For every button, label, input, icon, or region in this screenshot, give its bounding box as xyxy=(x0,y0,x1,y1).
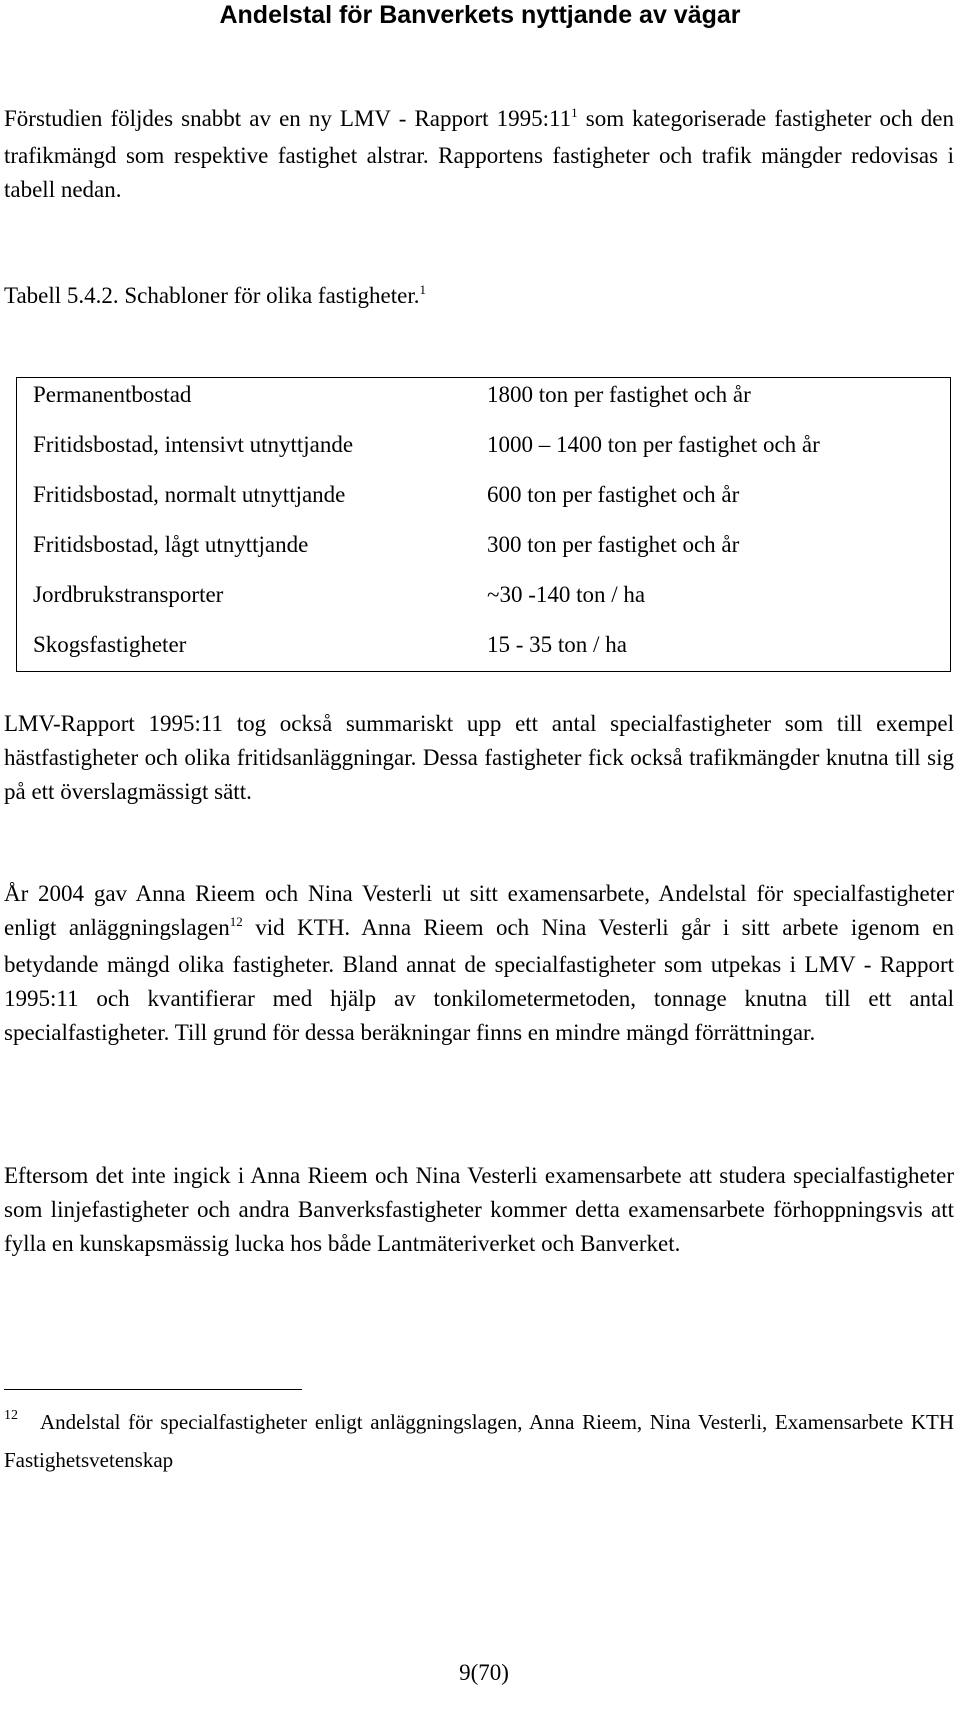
paragraph-eftersom xyxy=(4,1159,954,1261)
table-caption-text: Tabell 5.4.2. Schabloner för olika fastigheter. xyxy=(4,283,420,308)
intro-paragraph xyxy=(4,102,954,207)
value-cell: 600 ton per fastighet och år xyxy=(487,482,740,507)
table-row xyxy=(17,628,950,662)
category-cell: Permanentbostad xyxy=(33,382,192,407)
table-caption xyxy=(4,279,426,316)
value-cell: 1800 ton per fastighet och år xyxy=(487,382,751,407)
value-cell: 15 - 35 ton / ha xyxy=(487,632,627,657)
footnote-text: Andelstal för specialfastigheter enligt anläggningslagen, Anna Rieem, Nina Vesterli, Examensarbete KTH Fastighetsvetenskap xyxy=(4,1410,954,1472)
footnote-ref-1: 1 xyxy=(571,105,578,120)
page-number-text: 9(70) xyxy=(459,1660,509,1685)
intro-text-end: som kategoriserade fastigheter och den trafikmängd som respektive fastighet alstrar. Rapportens fastigheter och trafik mängder redovisas i tabell nedan. xyxy=(4,106,954,202)
table-row xyxy=(17,478,950,512)
value-cell: 1000 – 1400 ton per fastighet och år xyxy=(487,432,820,457)
paragraph-examensarbete xyxy=(4,877,954,1050)
category-cell: Fritidsbostad, intensivt utnyttjande xyxy=(33,432,354,457)
footnote xyxy=(4,1405,954,1477)
category-cell: Jordbrukstransporter xyxy=(33,582,224,607)
paragraph-text: Eftersom det inte ingick i Anna Rieem och Nina Vesterli examensarbete att studera specialfastigheter som linjefastigheter och andra Banverksfastigheter kommer detta examensarbete förhoppningsvis att fylla en kunskapsmässig lucka hos både Lantmäteriverket och Banverket. xyxy=(4,1163,954,1256)
page-header xyxy=(0,0,960,30)
footnote-divider xyxy=(4,1389,302,1390)
header-title: Andelstal för Banverkets nyttjande av vägar xyxy=(219,1,741,29)
value-cell: 300 ton per fastighet och år xyxy=(487,532,740,557)
schablon-table xyxy=(16,377,951,672)
table-row xyxy=(17,378,950,412)
page-number xyxy=(0,1656,960,1690)
category-cell: Skogsfastigheter xyxy=(33,632,187,657)
footnote-number: 12 xyxy=(4,1408,18,1423)
table-row xyxy=(17,428,950,462)
paragraph-text: LMV-Rapport 1995:11 tog också summariskt upp ett antal specialfastigheter som till exempel hästfastigheter och olika fritidsanläggningar. Dessa fastigheter fick också trafikmängder knutna till sig på ett överslagmässigt sätt. xyxy=(4,711,954,804)
category-cell: Fritidsbostad, normalt utnyttjande xyxy=(33,482,346,507)
paragraph-text-end: vid KTH. Anna Rieem och Nina Vesterli går i sitt arbete igenom en betydande mängd olika fastigheter. Bland annat de specialfastigheter som utpekas i LMV - Rapport 1995:11 och kvantifierar med hjälp av tonkilometermetoden, tonnage knutna till ett antal specialfastigheter. Till grund för dessa beräkningar finns en mindre mängd förrättningar. xyxy=(4,915,954,1045)
paragraph-text-start: År 2004 gav Anna Rieem och Nina Vesterli ut sitt examensarbete, Andelstal för specialfastigheter enligt anläggningslagen xyxy=(4,881,954,940)
table-row xyxy=(17,578,950,612)
table-row xyxy=(17,528,950,562)
intro-text-start: Förstudien följdes snabbt av en ny LMV - Rapport 1995:11 xyxy=(4,106,572,131)
footnote-ref-12: 12 xyxy=(229,914,243,929)
category-cell: Fritidsbostad, lågt utnyttjande xyxy=(33,532,309,557)
caption-footnote-ref: 1 xyxy=(419,282,426,297)
value-cell: ~30 -140 ton / ha xyxy=(487,582,646,607)
paragraph-specialfastigheter xyxy=(4,707,954,809)
